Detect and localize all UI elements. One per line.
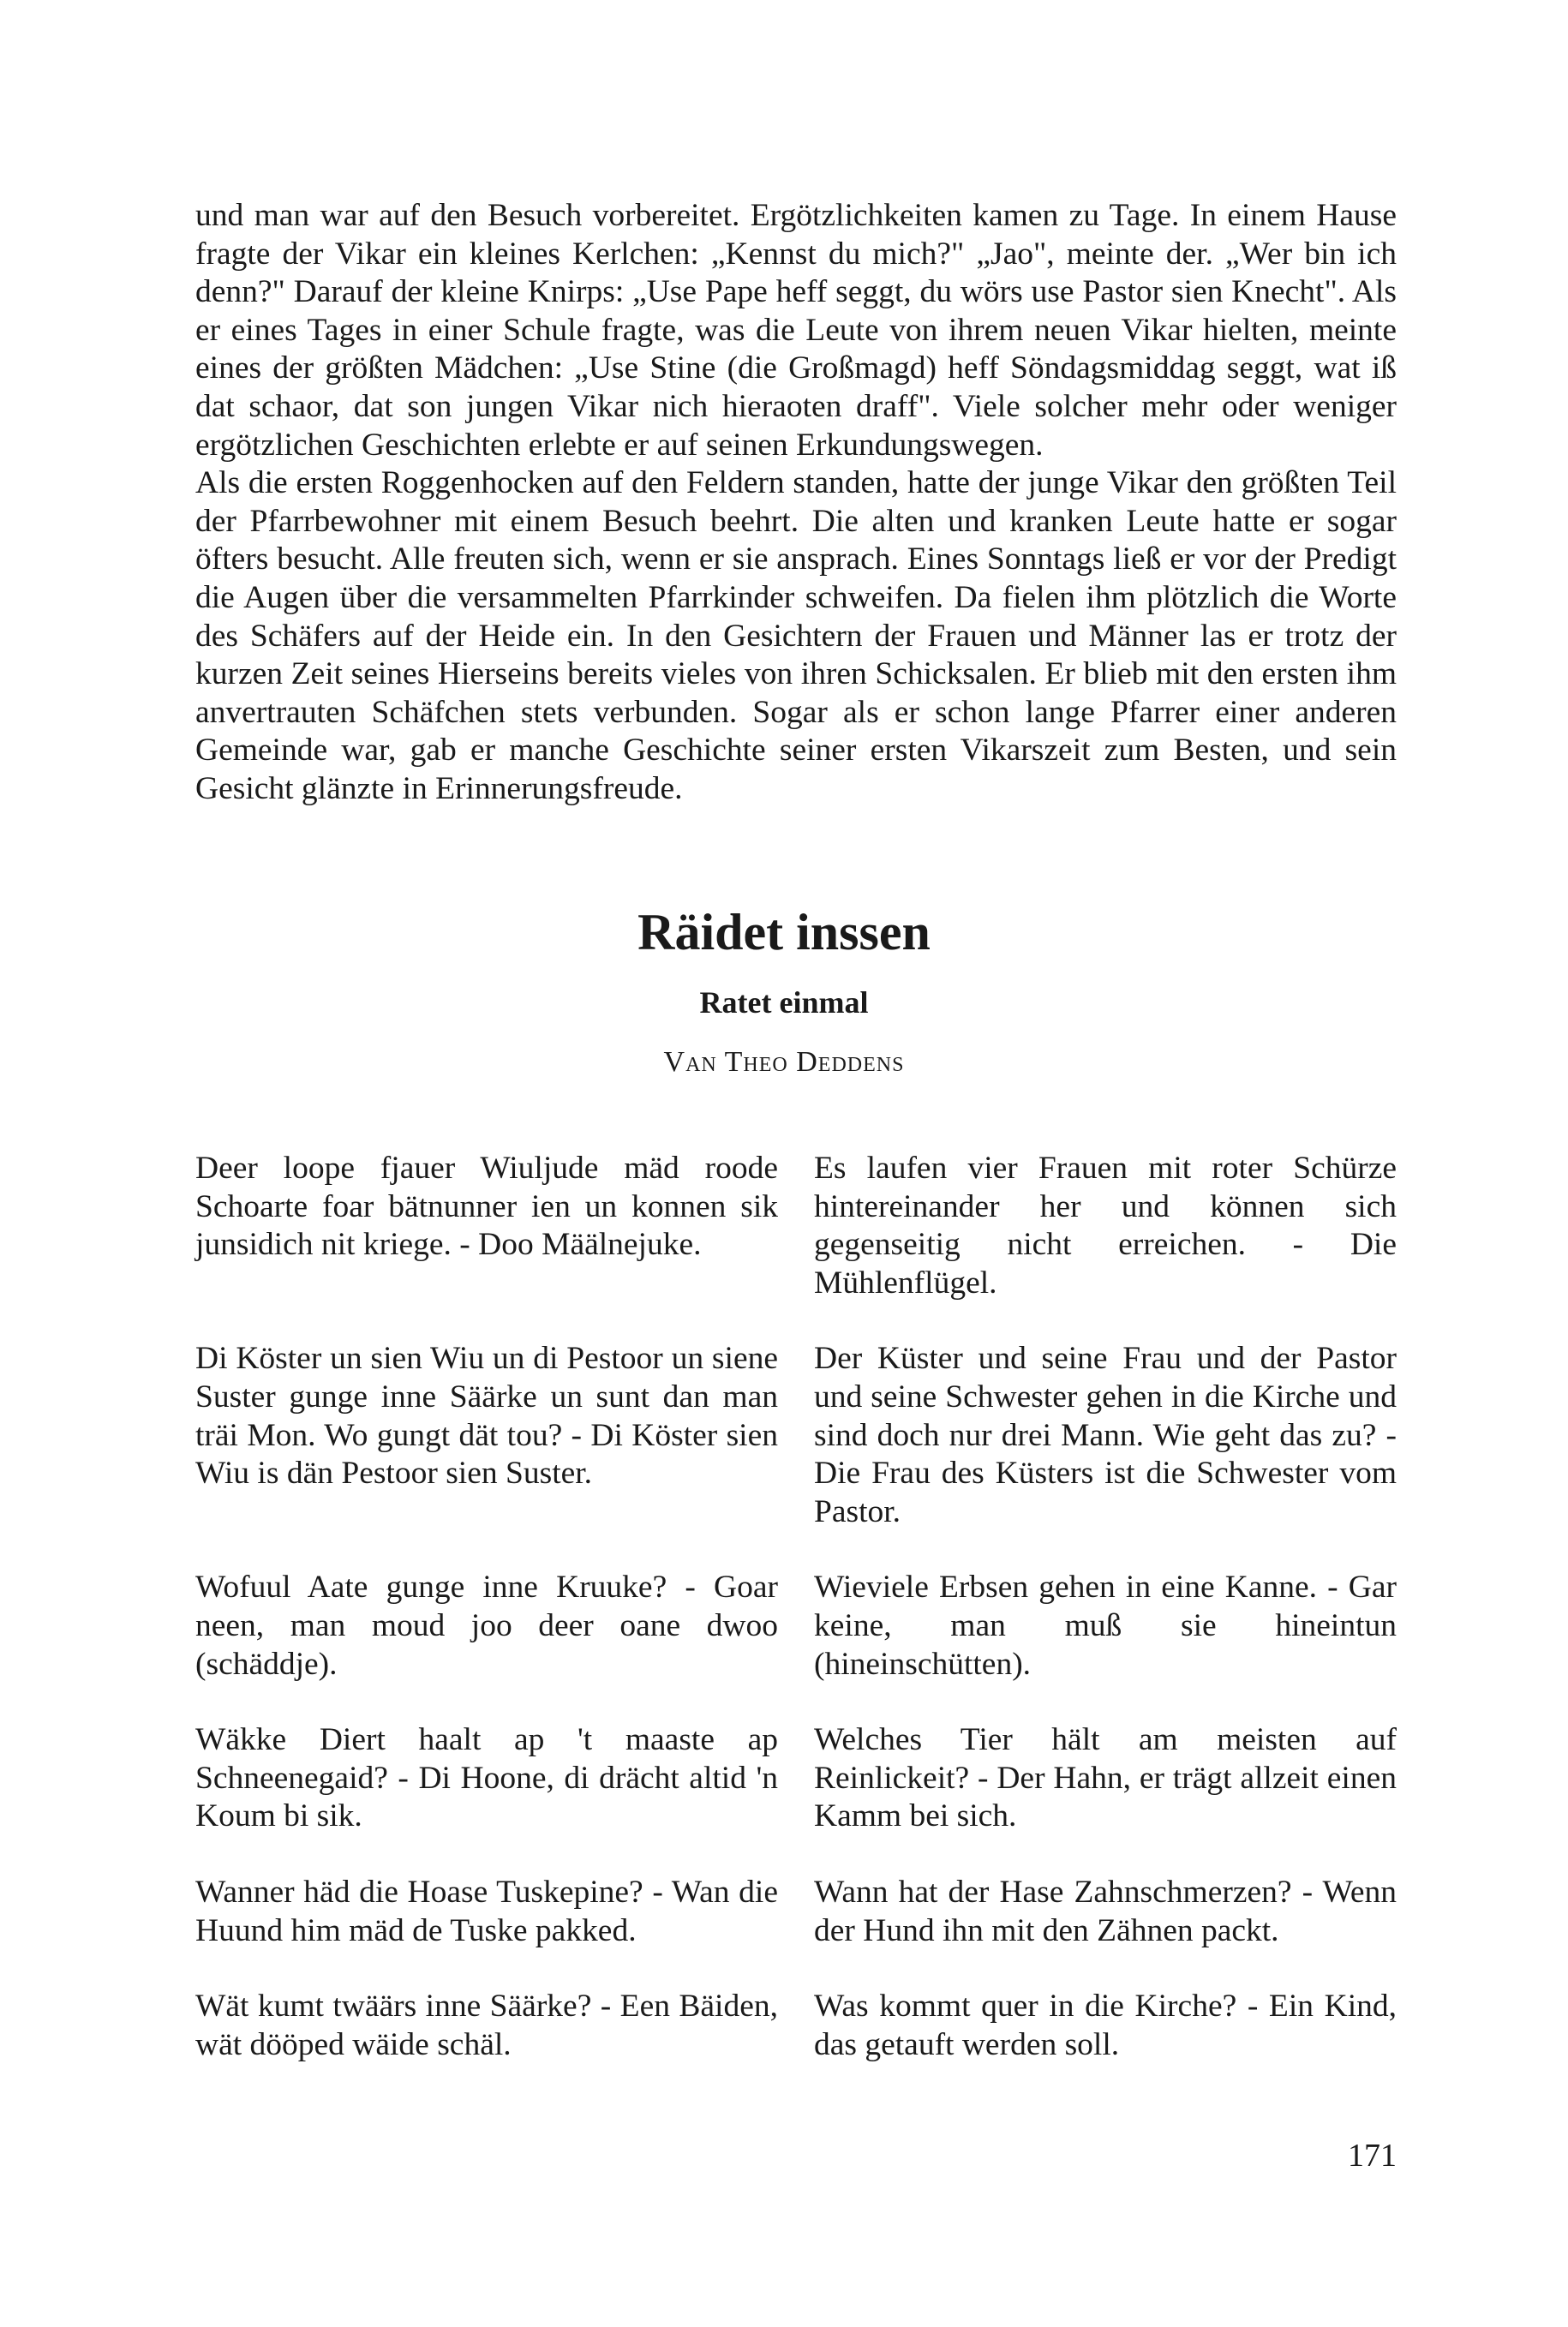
riddle-deutsch: Wieviele Erbsen gehen in eine Kanne. - Gar keine, man muß sie hineintun (hineinschütten). (814, 1570, 1397, 1682)
riddle-row (195, 1988, 1397, 2064)
riddle-saterfriesisch: Deer loope fjauer Wiuljude mäd roode Schoarte foar bätnunner ien un konnen sik junsidich nit kriege. - Doo Määlnejuke. (195, 1151, 778, 1263)
riddle-row (195, 1150, 1397, 1302)
riddle-saterfriesisch: Wanner häd die Hoase Tuskepine? - Wan die Huund him mäd de Tuske pakked. (195, 1874, 778, 1948)
riddle-list (195, 1150, 1397, 2102)
riddle-saterfriesisch: Wofuul Aate gunge inne Kruuke? - Goar neen, man moud joo deer oane dwoo (schäddje). (195, 1570, 778, 1682)
prose-section (195, 197, 1397, 809)
section-author: Van Theo Deddens (663, 1046, 905, 1078)
prose-paragraph-1: und man war auf den Besuch vorbereitet. Ergötzlichkeiten kamen zu Tage. In einem Hause fragte der Vikar ein kleines Kerlchen: „Kennst du mich?" „Jao", meinte der. „Wer bin ich denn?" Darauf der kleine Knirps: „Use Pape heff seggt, du wörs use Pastor sien Knecht". Als er eines Tages in einer Schule fragte, was die Leute von ihrem neuen Vikar hielten, meinte eines der größten Mädchen: „Use Stine (die Großmagd) heff Söndagsmiddag seggt, wat iß dat schaor, dat son jungen Vikar nich hieraoten draff". Viele solcher mehr oder weniger ergötzlichen Geschichten erlebte er auf seinen Erkundungswegen. (195, 198, 1397, 463)
page-number: 171 (1348, 2138, 1397, 2174)
riddle-saterfriesisch: Di Köster un sien Wiu un di Pestoor un siene Suster gunge inne Säärke un sunt dan man träi Mon. Wo gungt dät tou? - Di Köster sien Wiu is dän Pestoor sien Suster. (195, 1341, 778, 1492)
prose-paragraph-2: Als die ersten Roggenhocken auf den Feldern standen, hatte der junge Vikar den größten Teil der Pfarrbewohner mit einem Besuch beehrt. Die alten und kranken Leute hatte er sogar öfters besucht. Alle freuten sich, wenn er sie ansprach. Eines Sonntags ließ er vor der Predigt die Augen über die versammelten Pfarrkinder schweifen. Da fielen ihm plötzlich die Worte des Schäfers auf der Heide ein. In den Gesichtern der Frauen und Männer las er trotz der kurzen Zeit seines Hierseins bereits vieles von ihren Schicksalen. Er blieb mit den ersten ihm anvertrauten Schäfchen stets verbunden. Sogar als er schon lange Pfarrer einer anderen Gemeinde war, gab er manche Geschichte seiner ersten Vikarszeit zum Besten, und sein Gesicht glänzte in Erinnerungsfreude. (195, 465, 1397, 806)
section-title: Räidet inssen (637, 904, 931, 960)
riddle-row (195, 1721, 1397, 1836)
riddle-deutsch: Was kommt quer in die Kirche? - Ein Kind, das getauft werden soll. (814, 1989, 1397, 2062)
riddle-deutsch: Der Küster und seine Frau und der Pastor und seine Schwester gehen in die Kirche und sind doch nur drei Mann. Wie geht das zu? - Die Frau des Küsters ist die Schwester vom Pastor. (814, 1341, 1397, 1529)
riddle-deutsch: Es laufen vier Frauen mit roter Schürze hintereinander her und können sich gegenseitig nicht erreichen. - Die Mühlenflügel. (814, 1151, 1397, 1301)
riddle-row (195, 1340, 1397, 1531)
riddle-deutsch: Welches Tier hält am meisten auf Reinlickeit? - Der Hahn, er trägt allzeit einen Kamm bei sich. (814, 1722, 1397, 1834)
section-subtitle: Ratet einmal (699, 985, 869, 1020)
riddle-saterfriesisch: Wät kumt twäärs inne Säärke? - Een Bäiden, wät dööped wäide schäl. (195, 1989, 778, 2062)
riddle-saterfriesisch: Wäkke Diert haalt ap 't maaste ap Schneenegaid? - Di Hoone, di drächt altid 'n Koum bi sik. (195, 1722, 778, 1834)
riddle-row (195, 1874, 1397, 1950)
riddle-row (195, 1569, 1397, 1684)
riddle-deutsch: Wann hat der Hase Zahnschmerzen? - Wenn der Hund ihn mit den Zähnen packt. (814, 1874, 1397, 1948)
